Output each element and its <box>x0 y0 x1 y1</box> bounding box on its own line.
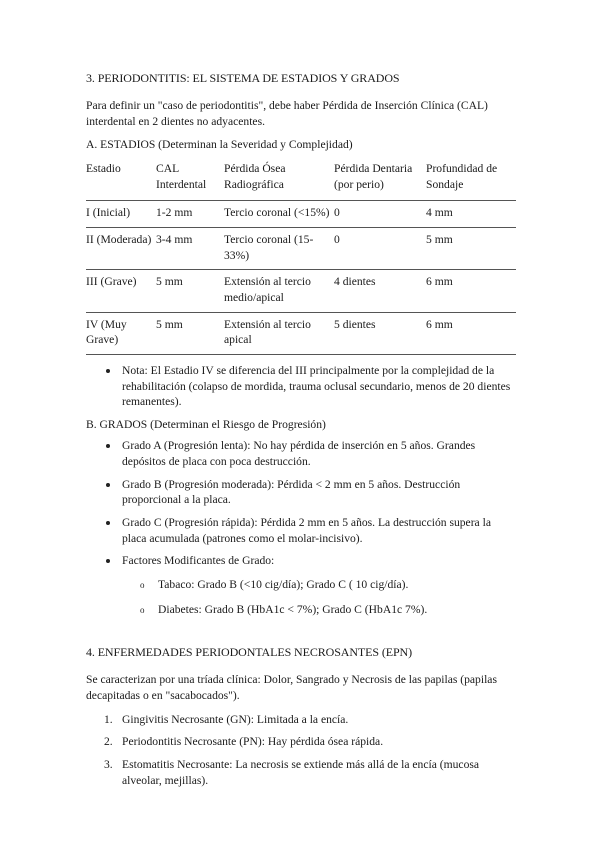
table-row <box>86 201 516 228</box>
stages-table <box>86 159 516 355</box>
list-item-text: Periodontitis Necrosante (PN): Hay pérdida ósea rápida. <box>122 735 384 749</box>
table-cell: 3-4 mm <box>156 233 193 247</box>
document-page <box>86 70 516 795</box>
table-cell: Tercio coronal (<15%) <box>224 206 330 220</box>
table-cell: III (Grave) <box>86 275 137 289</box>
section-4-heading: 4. ENFERMEDADES PERIODONTALES NECROSANTES (EPN) <box>86 645 413 660</box>
table-cell: 0 <box>334 206 340 220</box>
table-cell: Tercio coronal (15-33%) <box>224 233 314 262</box>
table-cell: I (Inicial) <box>86 206 131 220</box>
table-cell: 1-2 mm <box>156 206 193 220</box>
list-item: Grado B (Progresión moderada): Pérdida < 2 mm en 5 años. Destrucción proporcional a la placa. <box>122 477 516 508</box>
list-item: o Tabaco: Grado B (<10 cig/día); Grado C ( 10 cig/día). <box>158 577 516 593</box>
grades-list <box>86 438 516 617</box>
table-header-cell: Profundidad de Sondaje <box>426 162 498 191</box>
table-cell: 4 mm <box>426 206 453 220</box>
list-item: Nota: El Estadio IV se diferencia del III principalmente por la complejidad de la rehabilitación (colapso de mordida, trauma oclusal secundario, menos de 20 dientes remanentes). <box>122 363 516 410</box>
table-cell: 6 mm <box>426 317 453 331</box>
stage-note-list <box>86 363 516 410</box>
list-item <box>104 734 516 750</box>
table-header-cell: Estadio <box>86 162 121 176</box>
list-item: Grado A (Progresión lenta): No hay pérdida de inserción en 5 años. Grandes depósitos de placa con poca destrucción. <box>122 438 516 469</box>
table-header-cell: Pérdida Dentaria (por perio) <box>334 162 413 191</box>
list-item: Grado C (Progresión rápida): Pérdida 2 mm en 5 años. La destrucción supera la placa acumulada (patrones como el molar-incisivo). <box>122 515 516 546</box>
section-3-heading: 3. PERIODONTITIS: EL SISTEMA DE ESTADIOS Y GRADOS <box>86 71 400 85</box>
table-cell: 5 mm <box>156 275 183 289</box>
table-cell: Extensión al tercio medio/apical <box>224 275 311 304</box>
list-item <box>104 712 516 728</box>
table-cell: 4 dientes <box>334 275 376 289</box>
list-number: 3. <box>104 757 113 771</box>
section-4-intro: Se caracterizan por una tríada clínica: Dolor, Sangrado y Necrosis de las papilas (papilas decapitadas o en "sacabocados"). <box>86 673 497 703</box>
table-row <box>86 228 516 270</box>
table-cell: Extensión al tercio apical <box>224 317 311 347</box>
list-number: 2. <box>104 735 113 749</box>
table-cell: 5 mm <box>426 233 453 247</box>
list-item-text: Gingivitis Necrosante (GN): Limitada a la encía. <box>122 712 349 726</box>
modifiers-list <box>122 577 516 617</box>
table-cell: II (Moderada) <box>86 233 152 247</box>
table-header-cell: Pérdida Ósea Radiográfica <box>224 162 286 191</box>
table-cell: IV (Muy Grave) <box>86 317 127 347</box>
list-item-modifiers <box>122 553 516 617</box>
table-cell: 5 mm <box>156 317 183 331</box>
list-item-text: Estomatitis Necrosante: La necrosis se extiende más allá de la encía (mucosa alveolar, mejillas). <box>122 757 480 787</box>
table-cell: 0 <box>334 233 340 247</box>
list-item <box>104 757 516 788</box>
table-row <box>86 312 516 354</box>
table-cell: 5 dientes <box>334 317 376 331</box>
stages-heading: A. ESTADIOS (Determinan la Severidad y Complejidad) <box>86 138 353 152</box>
grades-heading: B. GRADOS (Determinan el Riesgo de Progresión) <box>86 417 326 431</box>
list-item: o Diabetes: Grado B (HbA1c < 7%); Grado C (HbA1c 7%). <box>158 602 516 618</box>
table-header-cell: CAL Interdental <box>156 162 207 191</box>
modifiers-label: Factores Modificantes de Grado: <box>122 554 275 568</box>
table-cell: 6 mm <box>426 275 453 289</box>
list-number: 1. <box>104 712 113 726</box>
table-header-row <box>86 159 516 201</box>
section-3-intro: Para definir un "caso de periodontitis", debe haber Pérdida de Inserción Clínica (CAL) interdental en 2 dientes no adyacentes. <box>86 99 488 128</box>
table-row <box>86 270 516 312</box>
necrotizing-list <box>86 712 516 789</box>
